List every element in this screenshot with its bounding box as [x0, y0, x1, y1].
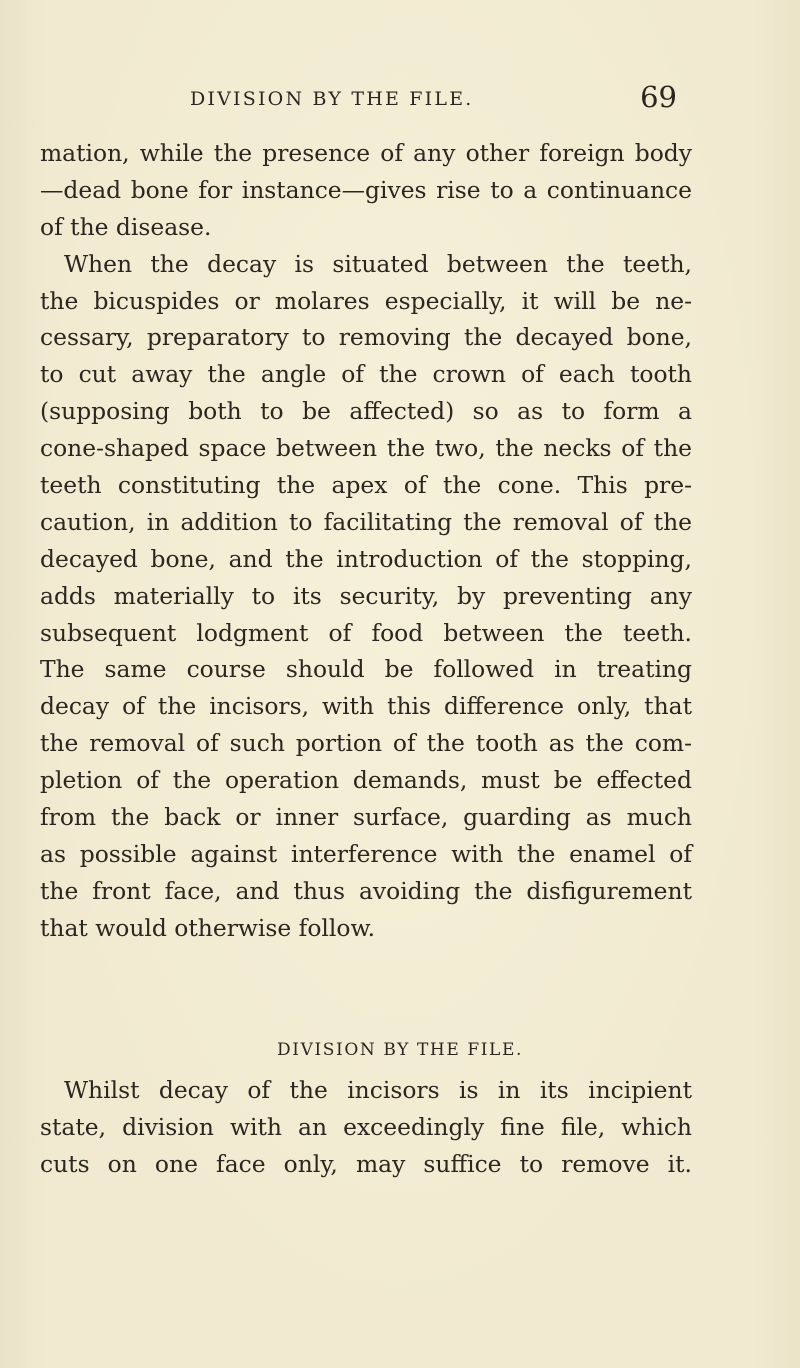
- text-line: the bicuspides or molares especially, it will be ne-: [40, 286, 692, 315]
- text-line: cessary, preparatory to removing the decayed bone,: [40, 323, 692, 352]
- text-line: mation, while the presence of any other foreign body: [40, 139, 692, 167]
- body-paragraphs: [40, 135, 692, 947]
- text-line: to cut away the angle of the crown of each tooth: [40, 360, 692, 389]
- text-line: as possible against interference with the enamel of: [40, 839, 692, 868]
- text-line: from the back or inner surface, guarding as much: [40, 803, 692, 832]
- text-line: the front face, and thus avoiding the disfigurement: [40, 876, 692, 905]
- text-line: cuts on one face only, may suffice to remove it.: [40, 1149, 692, 1178]
- section-heading: DIVISION BY THE FILE.: [277, 1040, 523, 1060]
- text-line: Whilst decay of the incisors is in its incipient: [64, 1076, 692, 1104]
- text-line: caution, in addition to facilitating the removal of the: [40, 507, 692, 536]
- text-line: that would otherwise follow.: [40, 913, 376, 942]
- text-line: decay of the incisors, with this difference only, that: [40, 692, 692, 721]
- text-line: The same course should be followed in treating: [40, 655, 692, 684]
- page-number: 69: [640, 80, 677, 114]
- text-line: of the disease.: [40, 212, 212, 241]
- text-line: When the decay is situated between the teeth,: [64, 249, 692, 278]
- text-line: (supposing both to be affected) so as to form a: [40, 397, 692, 426]
- text-line: subsequent lodgment of food between the teeth.: [40, 618, 692, 647]
- text-line: decayed bone, and the introduction of the stopping,: [40, 544, 692, 573]
- text-line: cone-shaped space between the two, the necks of the: [40, 434, 692, 463]
- text-line: the removal of such portion of the tooth as the com-: [40, 729, 692, 758]
- text-line: adds materially to its security, by preventing any: [40, 581, 692, 610]
- text-line: state, division with an exceedingly fine file, which: [40, 1112, 692, 1141]
- running-title: DIVISION BY THE FILE.: [190, 88, 474, 110]
- running-head: [0, 80, 800, 114]
- section-paragraph: [40, 1012, 692, 1183]
- text-line: teeth constituting the apex of the cone. This pre-: [40, 471, 692, 500]
- text-line: —dead bone for instance—gives rise to a continuance: [40, 175, 692, 204]
- text-line: pletion of the operation demands, must be effected: [40, 766, 692, 795]
